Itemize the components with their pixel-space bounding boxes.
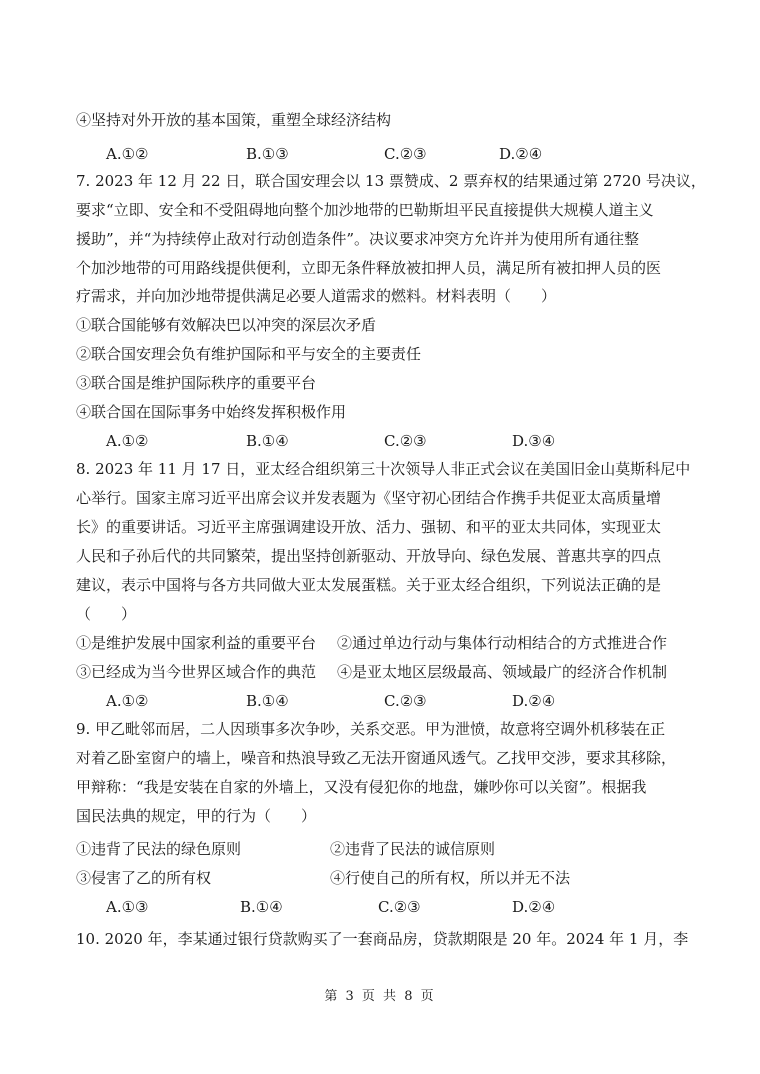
page-number-footer: 第 3 页 共 8 页 bbox=[324, 989, 436, 1004]
q9-option-a: A.①③ bbox=[106, 898, 149, 916]
q7-stem-line: 援助”，并“为持续停止敌对行动创造条件”。决议要求冲突方允许并为使用所有通往整 bbox=[76, 230, 640, 248]
q8-item-3: ③已经成为当今世界区域合作的典范 bbox=[76, 663, 317, 681]
q9-stem-line: 9. 甲乙毗邻而居，二人因琐事多次争吵，关系交恶。甲为泄愤，故意将空调外机移装在正 bbox=[76, 720, 666, 738]
q8-option-a: A.①② bbox=[106, 692, 149, 710]
q7-item-1: ①联合国能够有效解决巴以冲突的深层次矛盾 bbox=[76, 316, 377, 334]
q7-option-a: A.①② bbox=[106, 432, 149, 450]
q7-item-2: ②联合国安理会负有维护国际和平与安全的主要责任 bbox=[76, 345, 422, 363]
q7-option-b: B.①④ bbox=[246, 432, 289, 450]
q8-stem-line: 心举行。国家主席习近平出席会议并发表题为《坚守初心团结合作携手共促亚太高质量增 bbox=[76, 489, 662, 507]
q9-item-1: ①违背了民法的绿色原则 bbox=[76, 840, 242, 858]
q9-item-3: ③侵害了乙的所有权 bbox=[76, 869, 212, 887]
q8-stem-line: 8. 2023 年 11 月 17 日，亚太经合组织第三十次领导人非正式会议在美国旧金山莫斯科尼中 bbox=[76, 460, 691, 478]
q9-option-b: B.①④ bbox=[240, 898, 283, 916]
q9-stem-line: 对着乙卧室窗户的墙上，噪音和热浪导致乙无法开窗通风透气。乙找甲交涉，要求其移除， bbox=[76, 749, 677, 767]
q6-option-a: A.①② bbox=[106, 145, 149, 163]
q8-stem-line: 人民和子孙后代的共同繁荣，提出坚持创新驱动、开放导向、绿色发展、普惠共享的四点 bbox=[76, 547, 662, 565]
q7-stem-line: 个加沙地带的可用路线提供便利，立即无条件释放被扣押人员，满足所有被扣押人员的医 bbox=[76, 259, 662, 277]
q8-item-4: ④是亚太地区层级最高、领域最广的经济合作机制 bbox=[337, 663, 668, 681]
q9-item-4: ④行使自己的所有权，所以并无不法 bbox=[330, 869, 571, 887]
q7-stem-line: 疗需求，并向加沙地带提供满足必要人道需求的燃料。材料表明（ ） bbox=[76, 287, 557, 305]
q8-stem-line: 建议，表示中国将与各方共同做大亚太发展蛋糕。关于亚太经合组织，下列说法正确的是 bbox=[76, 576, 662, 594]
q8-stem-line: 长》的重要讲话。习近平主席强调建设开放、活力、强韧、和平的亚太共同体，实现亚太 bbox=[76, 518, 662, 536]
q8-option-d: D.②④ bbox=[512, 692, 556, 710]
q7-stem-line: 要求“立即、安全和不受阻碍地向整个加沙地带的巴勒斯坦平民直接提供大规模人道主义 bbox=[76, 201, 654, 219]
q6-item-4: ④坚持对外开放的基本国策，重塑全球经济结构 bbox=[76, 111, 392, 129]
q9-option-c: C.②③ bbox=[378, 898, 421, 916]
q8-answer-bracket: （ ） bbox=[76, 605, 137, 623]
q6-option-c: C.②③ bbox=[384, 145, 427, 163]
q9-stem-line: 国民法典的规定，甲的行为（ ） bbox=[76, 807, 317, 825]
q6-option-b: B.①③ bbox=[246, 145, 289, 163]
q9-option-d: D.②④ bbox=[512, 898, 556, 916]
q9-stem-line: 甲辩称：“我是安装在自家的外墙上，又没有侵犯你的地盘，嫌吵你可以关窗”。根据我 bbox=[76, 778, 647, 796]
q7-item-4: ④联合国在国际事务中始终发挥积极作用 bbox=[76, 403, 347, 421]
q8-option-c: C.②③ bbox=[384, 692, 427, 710]
q7-item-3: ③联合国是维护国际秩序的重要平台 bbox=[76, 374, 317, 392]
q9-item-2: ②违背了民法的诚信原则 bbox=[330, 840, 496, 858]
q7-option-c: C.②③ bbox=[384, 432, 427, 450]
q8-option-b: B.①④ bbox=[246, 692, 289, 710]
q8-item-1: ①是维护发展中国家利益的重要平台 bbox=[76, 634, 317, 652]
q10-stem-line: 10. 2020 年，李某通过银行贷款购买了一套商品房，贷款期限是 20 年。2024 年 1 月，李 bbox=[76, 930, 689, 948]
q6-option-d: D.②④ bbox=[499, 145, 543, 163]
q8-item-2: ②通过单边行动与集体行动相结合的方式推进合作 bbox=[337, 634, 668, 652]
q7-option-d: D.③④ bbox=[512, 432, 556, 450]
q7-stem-line: 7. 2023 年 12 月 22 日，联合国安理会以 13 票赞成、2 票弃权的结果通过第 2720 号决议， bbox=[76, 172, 706, 190]
